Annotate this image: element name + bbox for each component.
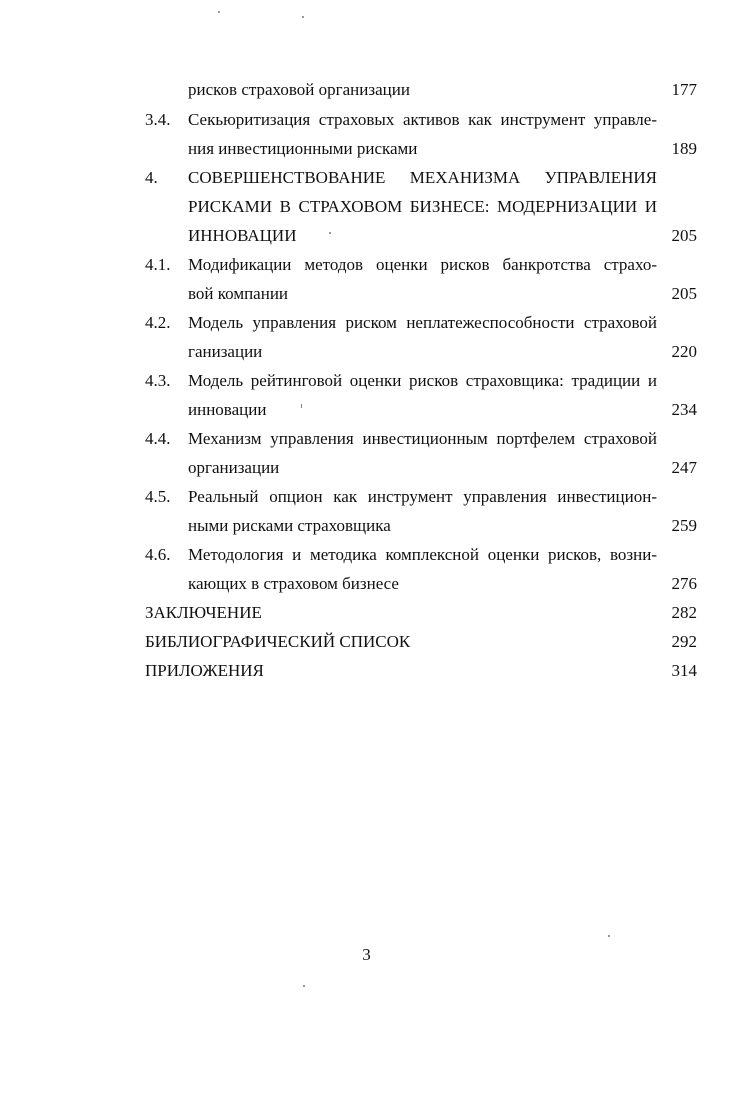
scan-speck bbox=[329, 232, 331, 234]
toc-entry-text: ганизации bbox=[188, 342, 263, 361]
toc-entry-text: организации bbox=[188, 458, 280, 477]
toc-section-page: 314 bbox=[671, 661, 697, 680]
toc-entry-text: Модификации методов оценки рисков банкротства страхо- bbox=[188, 255, 657, 274]
toc-entry-text: ными рисками страховщика bbox=[188, 516, 391, 535]
toc-entry-number: 4.3. bbox=[145, 371, 171, 390]
toc-entry-text: Модель управления риском неплатежеспособности страховой bbox=[188, 313, 657, 332]
page-number: 3 bbox=[362, 945, 371, 964]
toc-entry-text: вой компании bbox=[188, 284, 289, 303]
toc-entry-text: ИННОВАЦИИ bbox=[188, 226, 297, 245]
toc-section-title: БИБЛИОГРАФИЧЕСКИЙ СПИСОК bbox=[145, 632, 411, 651]
toc-entry-page: 205 bbox=[671, 284, 697, 303]
toc-entry-page: 259 bbox=[671, 516, 697, 535]
toc-entry-page: 177 bbox=[671, 80, 697, 99]
toc-entry-number: 4.2. bbox=[145, 313, 171, 332]
toc-entry-page: 247 bbox=[671, 458, 697, 477]
toc-entry-text: кающих в страховом бизнесе bbox=[188, 574, 399, 593]
toc-entry-text: инновации bbox=[188, 400, 267, 419]
toc-entry-text: Секьюритизация страховых активов как инструмент управле- bbox=[188, 110, 657, 129]
toc-entry-text: Реальный опцион как инструмент управления инвестицион- bbox=[188, 487, 657, 506]
toc-section-page: 292 bbox=[671, 632, 697, 651]
toc-entry-page: 205 bbox=[671, 226, 697, 245]
toc-entry-text: СОВЕРШЕНСТВОВАНИЕ МЕХАНИЗМА УПРАВЛЕНИЯ bbox=[188, 168, 657, 187]
toc-entry-page: 220 bbox=[671, 342, 697, 361]
toc-entry-text: ния инвестиционными рисками bbox=[188, 139, 418, 158]
toc-entry-number: 4.6. bbox=[145, 545, 171, 564]
toc-section-title: ЗАКЛЮЧЕНИЕ bbox=[145, 603, 262, 622]
toc-entry-number: 4.4. bbox=[145, 429, 171, 448]
scan-speck bbox=[608, 935, 610, 937]
scan-speck bbox=[302, 16, 304, 18]
toc-entry-number: 4. bbox=[145, 168, 158, 187]
toc-entry-page: 189 bbox=[671, 139, 697, 158]
toc-section-page: 282 bbox=[671, 603, 697, 622]
toc-entry-number: 4.5. bbox=[145, 487, 171, 506]
scan-speck bbox=[218, 11, 220, 13]
toc-entry-text: РИСКАМИ В СТРАХОВОМ БИЗНЕСЕ: МОДЕРНИЗАЦИИ И bbox=[188, 197, 657, 216]
scan-speck bbox=[301, 404, 302, 408]
toc-entry-number: 3.4. bbox=[145, 110, 171, 129]
toc-entry-text: рисков страховой организации bbox=[188, 80, 410, 99]
toc-entry-text: Модель рейтинговой оценки рисков страховщика: традиции и bbox=[188, 371, 657, 390]
toc-entry-page: 234 bbox=[671, 400, 697, 419]
toc-entry-text: Механизм управления инвестиционным портфелем страховой bbox=[188, 429, 657, 448]
toc-section-title: ПРИЛОЖЕНИЯ bbox=[145, 661, 264, 680]
toc-entry-page: 276 bbox=[671, 574, 697, 593]
toc-entry-number: 4.1. bbox=[145, 255, 171, 274]
toc-entry-text: Методология и методика комплексной оценки рисков, возни- bbox=[188, 545, 657, 564]
scan-speck bbox=[303, 985, 305, 987]
